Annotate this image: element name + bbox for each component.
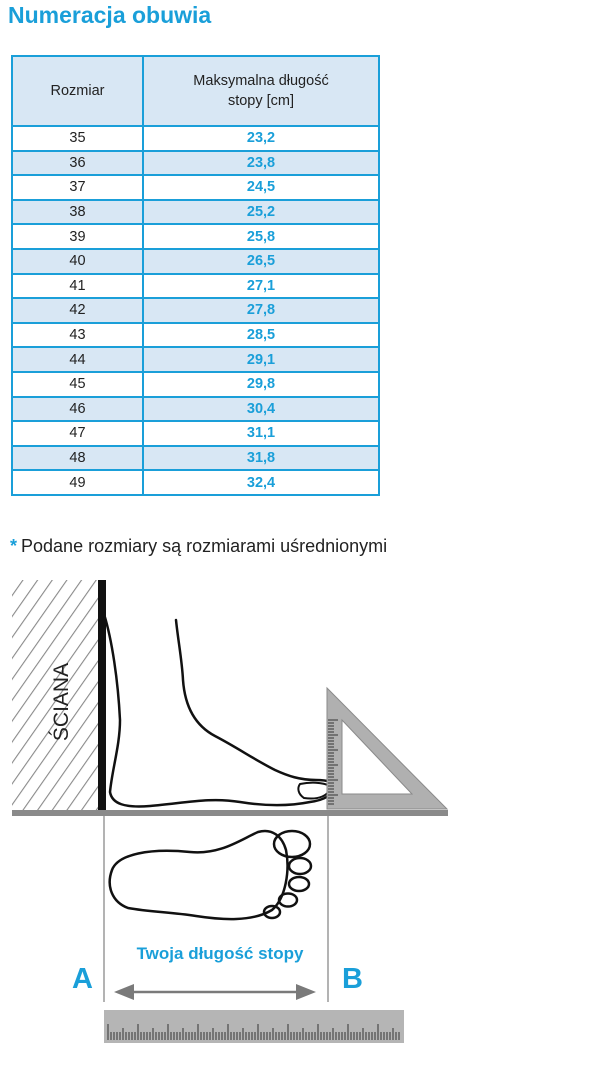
table-row — [12, 200, 379, 225]
wall — [12, 580, 106, 812]
size-cell: 38 — [12, 200, 143, 225]
foot-measurement-illustration — [0, 570, 600, 1050]
table-row — [12, 151, 379, 176]
foot-length-label: Twoja długość stopy — [136, 944, 304, 963]
length-cell: 30,4 — [143, 397, 379, 422]
column-header-size: Rozmiar — [12, 56, 143, 126]
footnote — [10, 536, 387, 557]
shoe-size-table — [11, 55, 380, 496]
length-cell: 26,5 — [143, 249, 379, 274]
table-row — [12, 372, 379, 397]
length-cell: 32,4 — [143, 470, 379, 495]
table-row — [12, 421, 379, 446]
length-cell: 28,5 — [143, 323, 379, 348]
point-b-label: B — [342, 963, 363, 995]
length-cell: 24,5 — [143, 175, 379, 200]
length-cell: 31,1 — [143, 421, 379, 446]
double-arrow-icon — [114, 984, 316, 1000]
table-header-row — [12, 56, 379, 126]
size-cell: 44 — [12, 347, 143, 372]
size-cell: 41 — [12, 274, 143, 299]
table-row — [12, 298, 379, 323]
toe-nail-icon — [298, 783, 330, 799]
point-a-label: A — [72, 963, 93, 995]
table-row — [12, 274, 379, 299]
size-cell: 39 — [12, 224, 143, 249]
table-row — [12, 470, 379, 495]
size-cell: 36 — [12, 151, 143, 176]
footnote-text: Podane rozmiary są rozmiarami uśrednionymi — [21, 536, 388, 556]
column-header-length-line2: stopy [cm] — [227, 93, 295, 109]
length-cell: 27,1 — [143, 274, 379, 299]
size-cell: 43 — [12, 323, 143, 348]
table-row — [12, 446, 379, 471]
length-cell: 31,8 — [143, 446, 379, 471]
size-cell: 37 — [12, 175, 143, 200]
size-cell: 48 — [12, 446, 143, 471]
table-row — [12, 126, 379, 151]
table-row — [12, 249, 379, 274]
table-row — [12, 175, 379, 200]
size-cell: 35 — [12, 126, 143, 151]
length-cell: 23,2 — [143, 126, 379, 151]
length-cell: 23,8 — [143, 151, 379, 176]
table-row — [12, 224, 379, 249]
table-row — [12, 347, 379, 372]
size-cell: 40 — [12, 249, 143, 274]
wall-label: ŚCIANA — [50, 662, 73, 742]
length-cell: 27,8 — [143, 298, 379, 323]
column-header-length — [143, 56, 379, 126]
length-cell: 25,8 — [143, 224, 379, 249]
table-row — [12, 397, 379, 422]
length-cell: 29,8 — [143, 372, 379, 397]
asterisk-icon: * — [10, 536, 18, 556]
size-cell: 42 — [12, 298, 143, 323]
size-cell: 46 — [12, 397, 143, 422]
column-header-length-line1: Maksymalna długość — [193, 73, 329, 89]
table-row — [12, 323, 379, 348]
footprint-icon — [110, 831, 311, 919]
length-cell: 25,2 — [143, 200, 379, 225]
foot-side-view-icon — [104, 614, 333, 806]
triangle-ruler-icon — [327, 688, 447, 809]
length-cell: 29,1 — [143, 347, 379, 372]
size-cell: 45 — [12, 372, 143, 397]
page-title: Numeracja obuwia — [8, 2, 212, 28]
ruler-icon — [104, 1010, 404, 1043]
size-cell: 49 — [12, 470, 143, 495]
floor-line — [12, 810, 448, 816]
size-cell: 47 — [12, 421, 143, 446]
